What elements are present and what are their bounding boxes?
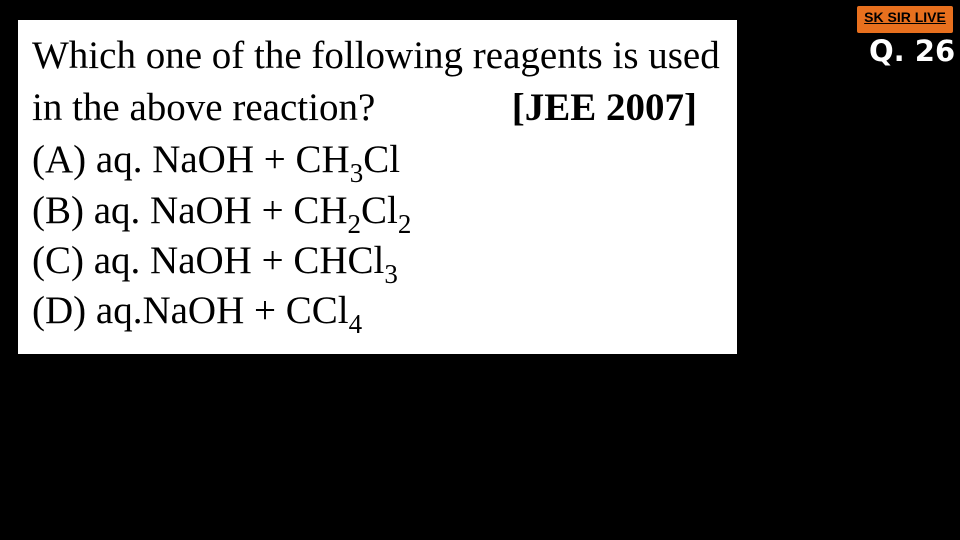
option-c-sub: 3 [384, 259, 398, 289]
option-a-sub: 3 [349, 158, 364, 188]
question-line-2 [32, 88, 717, 127]
option-a-cl: Cl [363, 138, 401, 181]
exam-tag: [JEE 2007] [511, 86, 697, 129]
option-d-sub: 4 [348, 309, 363, 339]
option-b-sub-1: 2 [347, 209, 362, 239]
option-a-label: (A) aq. NaOH + CH [32, 138, 350, 181]
question-line-1: Which one of the following reagents is used [32, 34, 720, 77]
option-c-label: (C) aq. NaOH + CHCl [32, 239, 385, 282]
question-number: Q. 26 [869, 34, 956, 68]
brand-label: SK SIR LIVE [864, 9, 946, 25]
option-b-label: (B) aq. NaOH + CH [32, 189, 348, 232]
option-d-label: (D) aq.NaOH + CCl [32, 289, 349, 332]
option-b [32, 189, 412, 239]
option-b-sub-2: 2 [397, 209, 412, 239]
option-d [32, 289, 363, 339]
brand-badge [857, 6, 953, 33]
option-a [32, 138, 401, 188]
option-b-cl: Cl [361, 189, 398, 232]
question-line-2-text: in the above reaction? [32, 86, 376, 129]
question-card [18, 20, 737, 354]
option-c [32, 239, 398, 289]
